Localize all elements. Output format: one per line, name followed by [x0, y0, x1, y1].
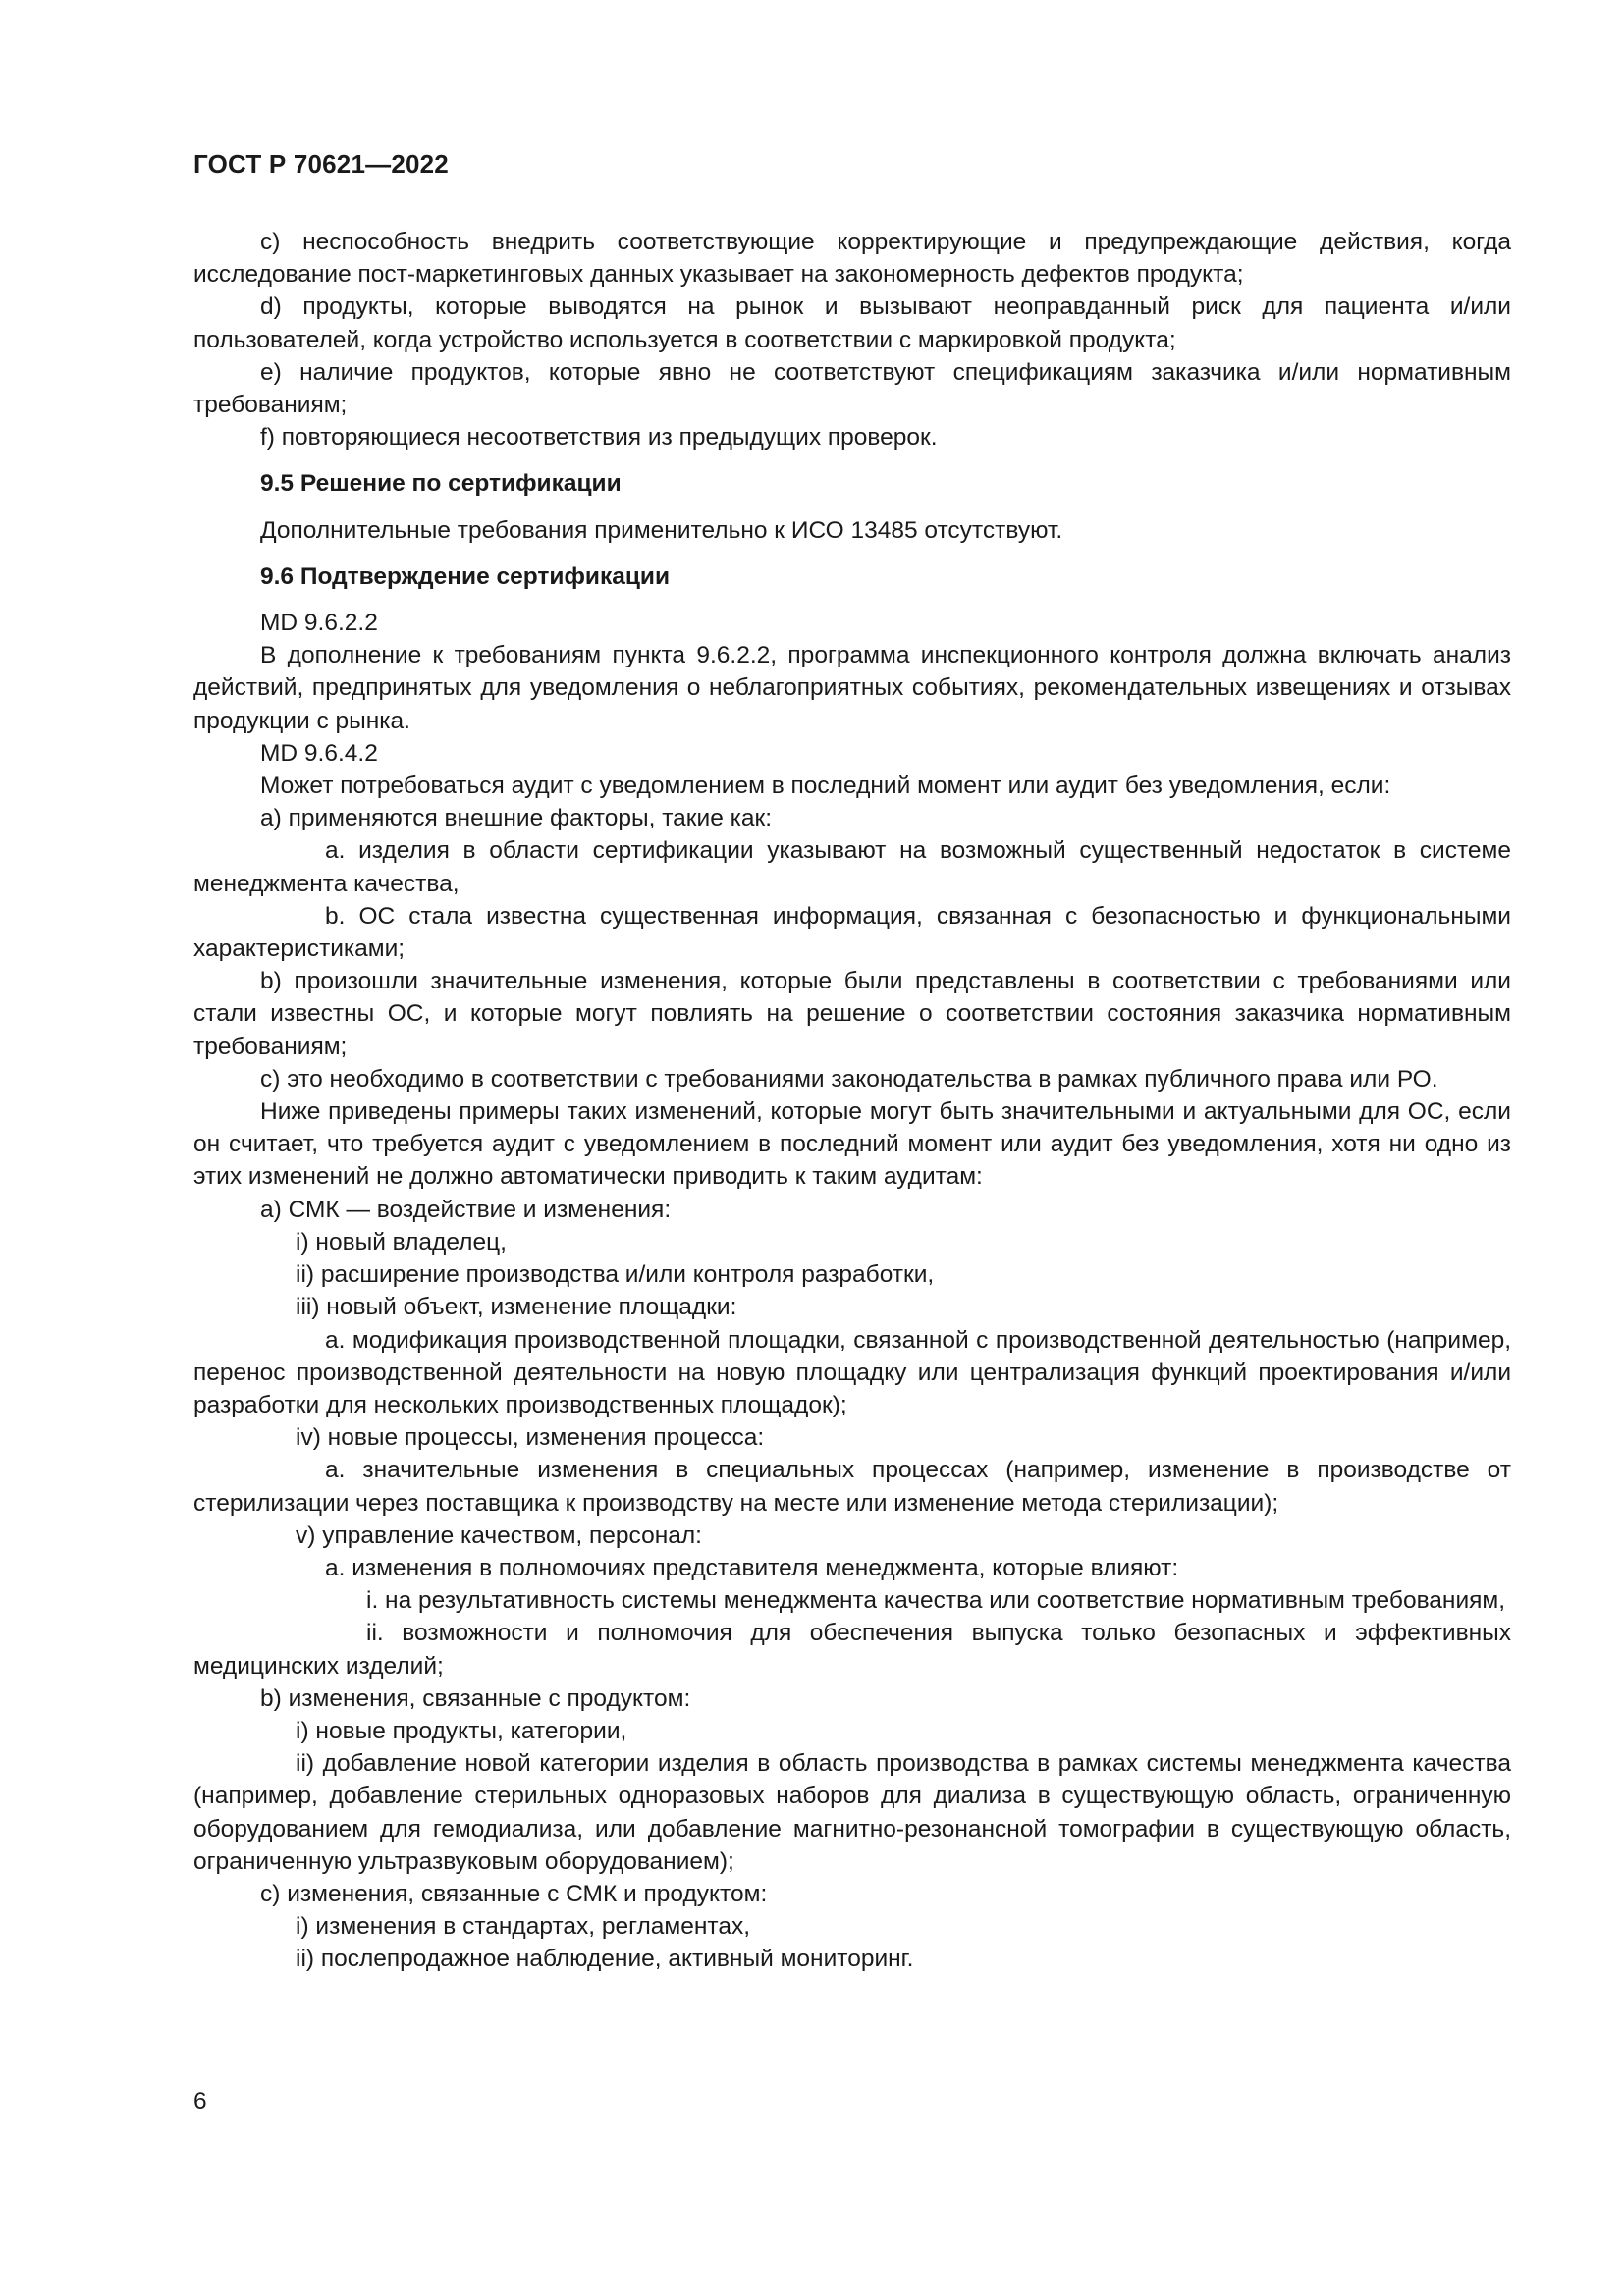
list-item: i) изменения в стандартах, регламентах,: [296, 1913, 751, 1941]
paragraph: Дополнительные требования применительно к ИСО 13485 отсутствуют.: [260, 516, 1063, 544]
list-item: ii. возможности и полномочия для обеспечения выпуска только безопасных и эффективных медицинских изделий;: [193, 1620, 1511, 1680]
list-item: a. изделия в области сертификации указывают на возможный существенный недостаток в системе менеджмента качества,: [193, 837, 1511, 897]
list-item: c) это необходимо в соответствии с требованиями законодательства в рамках публичного права или РО.: [260, 1065, 1438, 1093]
paragraph: Ниже приведены примеры таких изменений, которые могут быть значительными и актуальными для ОС, если он считает, что требуется аудит с уведомлением в последний момент или аудит без уведомления, хотя ни одно из этих изменений не должно автоматически приводить к таким аудитам:: [193, 1098, 1511, 1191]
paragraph: В дополнение к требованиям пункта 9.6.2.2, программа инспекционного контроля должна включать анализ действий, предпринятых для уведомления о неблагоприятных событиях, рекомендательных извещениях и отзывах продукции с рынка.: [193, 642, 1511, 734]
list-item: b) произошли значительные изменения, которые были представлены в соответствии с требованиями или стали известны ОС, и которые могут повлиять на решение о соответствии состояния заказчика нормативным требованиям;: [193, 968, 1511, 1060]
paragraph: Может потребоваться аудит с уведомлением в последний момент или аудит без уведомления, если:: [260, 773, 1391, 800]
list-item: i) новый владелец,: [296, 1228, 507, 1255]
section-heading: 9.6 Подтверждение сертификации: [260, 562, 671, 590]
list-item: ii) послепродажное наблюдение, активный мониторинг.: [296, 1946, 914, 1973]
clause-number: MD 9.6.4.2: [260, 739, 378, 767]
list-item: iv) новые процессы, изменения процесса:: [296, 1424, 765, 1452]
list-item: v) управление качеством, персонал:: [296, 1522, 702, 1549]
list-item: ii) добавление новой категории изделия в область производства в рамках системы менеджмента качества (например, добавление стерильных одноразовых наборов для диализа в существующую область, ограниченную оборудованием для гемодиализа, или добавление магнитно-резонансной томографии в существующую область, ограниченную ультразвуковым оборудованием);: [193, 1750, 1511, 1875]
list-item: c) изменения, связанные с СМК и продуктом:: [260, 1880, 768, 1907]
paragraph: e) наличие продуктов, которые явно не соответствуют спецификациям заказчика и/или нормативным требованиям;: [193, 358, 1511, 419]
clause-number: MD 9.6.2.2: [260, 610, 378, 637]
list-item: iii) новый объект, изменение площадки:: [296, 1294, 737, 1321]
list-item: a. модификация производственной площадки, связанной с производственной деятельностью (например, перенос производственной деятельности на новую площадку или централизация функций проектирования и/или разработки для нескольких производственных площадок);: [193, 1326, 1511, 1418]
paragraph: d) продукты, которые выводятся на рынок и вызывают неоправданный риск для пациента и/или пользователей, когда устройство используется в соответствии с маркировкой продукта;: [193, 294, 1511, 353]
page-number: 6: [193, 2088, 207, 2114]
list-item: a) СМК — воздействие и изменения:: [260, 1196, 672, 1223]
list-item: ii) расширение производства и/или контроля разработки,: [296, 1261, 935, 1289]
list-item: b. ОС стала известна существенная информация, связанная с безопасностью и функциональными характеристиками;: [193, 902, 1511, 963]
page-body: [193, 226, 1511, 1976]
list-item: b) изменения, связанные с продуктом:: [260, 1684, 691, 1712]
paragraph: c) неспособность внедрить соответствующие корректирующие и предупреждающие действия, когда исследование пост-маркетинговых данных указывает на закономерность дефектов продукта;: [193, 229, 1511, 289]
list-item: i. на результативность системы менеджмента качества или соответствие нормативным требованиям,: [366, 1587, 1506, 1615]
paragraph: f) повторяющиеся несоответствия из предыдущих проверок.: [260, 424, 938, 452]
list-item: a. значительные изменения в специальных процессах (например, изменение в производстве от стерилизации через поставщика к производству на месте или изменение метода стерилизации);: [193, 1457, 1511, 1517]
section-heading: 9.5 Решение по сертификации: [260, 470, 622, 498]
list-item: a) применяются внешние факторы, такие как:: [260, 805, 773, 832]
list-item: a. изменения в полномочиях представителя менеджмента, которые влияют:: [325, 1554, 1179, 1581]
document-id: ГОСТ Р 70621—2022: [193, 149, 449, 179]
list-item: i) новые продукты, категории,: [296, 1717, 627, 1744]
